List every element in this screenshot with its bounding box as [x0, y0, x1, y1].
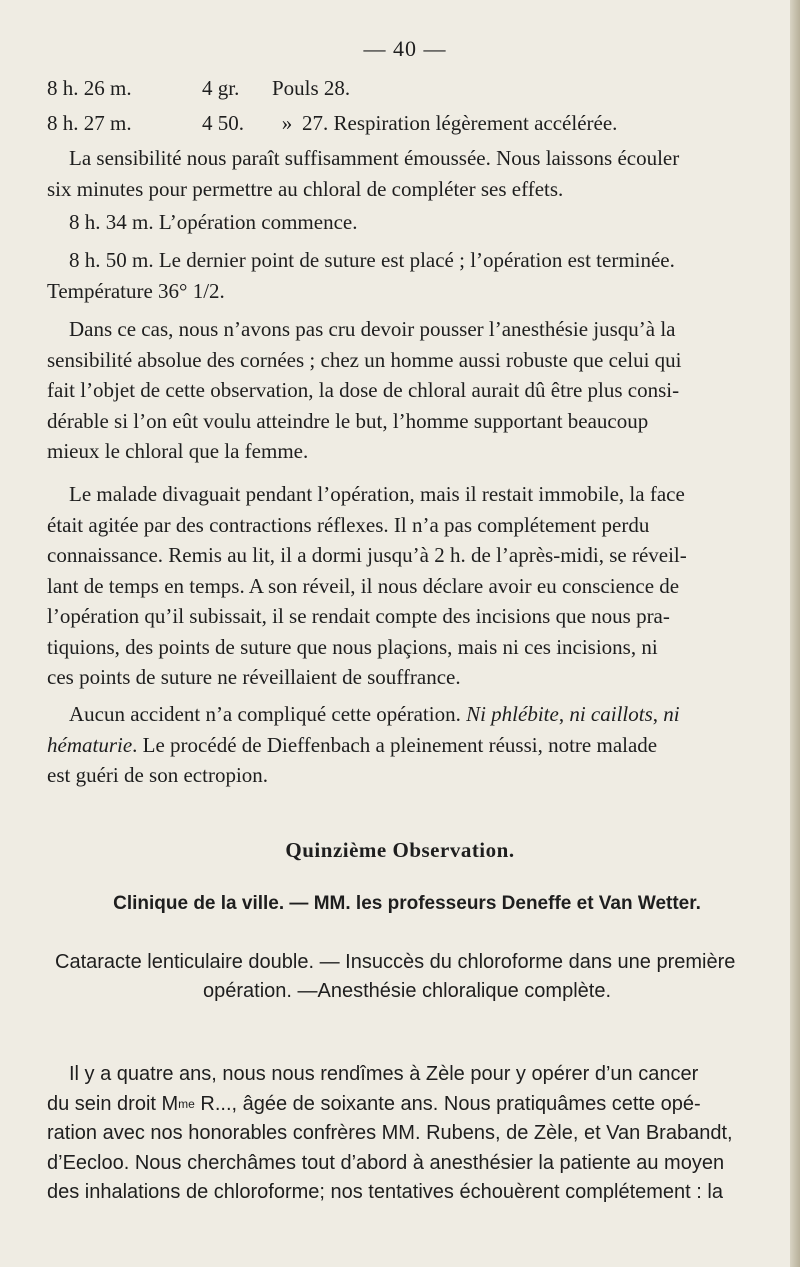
paragraph-3: [47, 245, 767, 306]
text-line: ces points de suture ne réveillaient de souffrance.: [47, 665, 461, 689]
text-line: Il y a quatre ans, nous nous rendîmes à Zèle pour y opérer d’un cancer: [69, 1063, 699, 1085]
text-line: Le malade divaguait pendant l’opération, mais il restait immobile, la face: [69, 482, 685, 506]
section-title: Quinzième Observation.: [285, 838, 515, 862]
text-line: La sensibilité nous paraît suffisamment émoussée. Nous laissons écouler: [69, 146, 680, 170]
log-line-1: [47, 76, 350, 101]
text-line: mieux le chloral que la femme.: [47, 439, 309, 463]
text-line: six minutes pour permettre au chloral de compléter ses effets.: [47, 176, 564, 201]
text-span: ,: [652, 702, 664, 726]
text-line: connaissance. Remis au lit, il a dormi jusqu’à 2 h. de l’après-midi, se réveil-: [47, 543, 687, 567]
text-line: était agitée par des contractions réflexes. Il n’a pas complétement perdu: [47, 512, 650, 537]
text-line: [47, 699, 767, 730]
clinic-heading: Clinique de la ville. — MM. les professeurs Deneffe et Van Wetter.: [113, 893, 701, 914]
text-line: dérable si l’on eût voulu atteindre le but, l’homme supportant beaucoup: [47, 408, 649, 433]
ditto-mark: »: [281, 111, 293, 135]
italic-term: ni caillots: [569, 702, 653, 726]
text-line: d’Eecloo. Nous cherchâmes tout d’abord à anesthésier la patiente au moyen: [47, 1151, 725, 1174]
paragraph-4: [47, 314, 767, 467]
paragraph-5: [47, 479, 767, 693]
case-summary: [47, 948, 767, 1006]
text-span: ,: [558, 702, 570, 726]
paragraph-1: [47, 143, 767, 204]
text-span: . Le procédé de Dieffenbach a pleinement réussi, notre malade: [132, 732, 658, 757]
summary-line: Cataracte lenticulaire double. — Insuccès du chloroforme dans une première: [55, 951, 736, 973]
log-text: Pouls 28.: [272, 76, 351, 100]
log-dose: 4 gr.: [202, 76, 240, 100]
text-line: fait l’objet de cette observation, la dose de chloral aurait dû être plus consi-: [47, 378, 680, 402]
text-span: du sein droit M: [47, 1092, 179, 1115]
text-line: [47, 1090, 767, 1120]
final-paragraph: [47, 1060, 767, 1208]
text-line: Température 36° 1/2.: [47, 278, 225, 303]
text-line: lant de temps en temps. A son réveil, il nous déclare avoir eu conscience de: [47, 573, 680, 598]
log-line-2: [47, 111, 617, 136]
text-line: [47, 730, 767, 761]
paragraph-6: [47, 699, 767, 791]
text-span: Aucun accident n’a compliqué cette opération.: [69, 702, 467, 726]
superscript: me: [178, 1096, 195, 1111]
text-line: Dans ce cas, nous n’avons pas cru devoir pousser l’anesthésie jusqu’à la: [69, 317, 676, 341]
text-line: est guéri de son ectropion.: [47, 763, 269, 787]
paragraph-2: [47, 207, 767, 238]
log-text: 27. Respiration légèrement accélérée.: [302, 111, 618, 135]
summary-line: opération. —Anesthésie chloralique complète.: [202, 980, 612, 1002]
italic-term: hématurie: [47, 732, 133, 757]
text-line: sensibilité absolue des cornées ; chez un homme aussi robuste que celui qui: [47, 347, 682, 372]
log-time: 8 h. 26 m.: [47, 76, 132, 100]
text-line: des inhalations de chloroforme; nos tentatives échouèrent complétement : la: [47, 1181, 723, 1203]
text-line: 8 h. 50 m. Le dernier point de suture est placé ; l’opération est terminée.: [69, 248, 675, 272]
italic-term: ni: [663, 702, 680, 726]
text-line: ration avec nos honorables confrères MM. Rubens, de Zèle, et Van Brabandt,: [47, 1122, 733, 1144]
text-span: R..., âgée de soixante ans. Nous pratiquâmes cette opé-: [194, 1092, 701, 1115]
text-line: tiquions, des points de suture que nous plaçions, mais ni ces incisions, ni: [47, 634, 658, 659]
log-dose: 4 50.: [202, 111, 244, 135]
log-time: 8 h. 27 m.: [47, 111, 132, 135]
page-number: — 40 —: [363, 36, 447, 61]
page-edge-shadow: [790, 0, 800, 1267]
italic-term: Ni phlébite: [466, 702, 559, 726]
text-line: 8 h. 34 m. L’opération commence.: [69, 210, 358, 234]
text-line: l’opération qu’il subissait, il se rendait compte des incisions que nous pra-: [47, 604, 670, 628]
